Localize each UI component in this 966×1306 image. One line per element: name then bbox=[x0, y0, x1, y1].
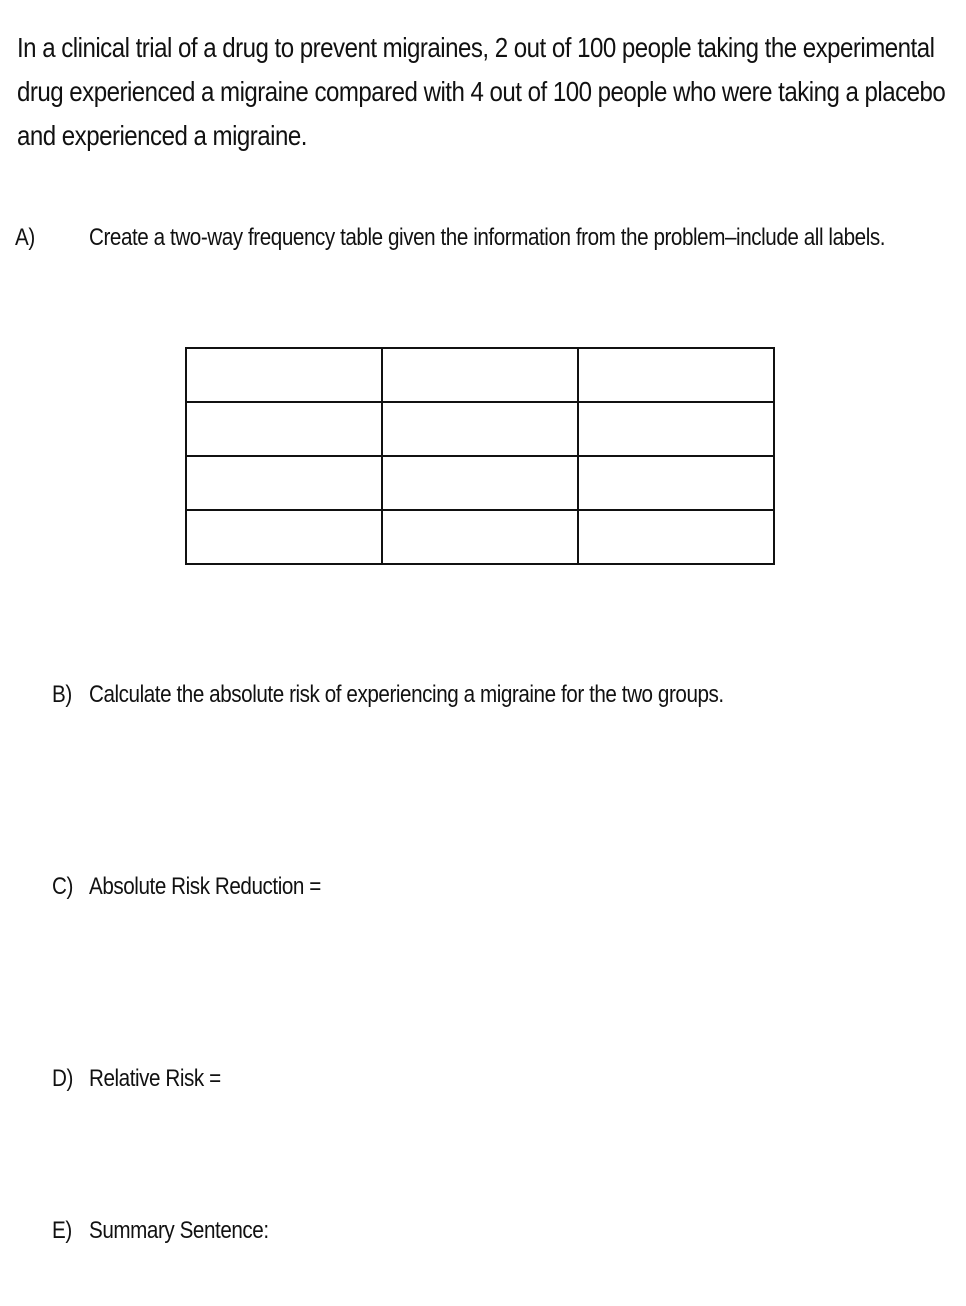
table-cell[interactable] bbox=[578, 402, 774, 456]
question-e bbox=[52, 1212, 654, 1249]
question-e-letter: E) bbox=[52, 1217, 72, 1244]
table-cell[interactable] bbox=[186, 510, 382, 564]
question-c-letter: C) bbox=[52, 873, 73, 900]
table-cell[interactable] bbox=[382, 510, 578, 564]
question-b-letter: B) bbox=[52, 681, 72, 708]
question-b-text: Calculate the absolute risk of experiencing a migraine for the two groups. bbox=[88, 681, 724, 708]
question-b bbox=[52, 676, 921, 713]
question-d bbox=[52, 1060, 654, 1097]
question-c bbox=[52, 868, 654, 905]
table-cell[interactable] bbox=[186, 348, 382, 402]
question-a bbox=[15, 219, 921, 256]
table-cell[interactable] bbox=[382, 456, 578, 510]
table-row bbox=[186, 510, 774, 564]
question-d-letter: D) bbox=[52, 1065, 73, 1092]
table-cell[interactable] bbox=[578, 456, 774, 510]
table-row bbox=[186, 402, 774, 456]
table-cell[interactable] bbox=[382, 348, 578, 402]
table-cell[interactable] bbox=[578, 348, 774, 402]
question-e-text: Summary Sentence: bbox=[88, 1217, 269, 1244]
table-cell[interactable] bbox=[382, 402, 578, 456]
problem-statement: In a clinical trial of a drug to prevent migraines, 2 out of 100 people taking the experimental drug experienced a migraine compared with 4 out of 100 people who were taking a placebo and experienced a migraine. bbox=[17, 32, 946, 151]
table-row bbox=[186, 456, 774, 510]
frequency-table bbox=[185, 347, 775, 565]
table-cell[interactable] bbox=[186, 456, 382, 510]
question-d-text: Relative Risk = bbox=[88, 1065, 221, 1092]
question-a-text: Create a two-way frequency table given the information from the problem–include all labels. bbox=[88, 224, 886, 251]
table-cell[interactable] bbox=[578, 510, 774, 564]
table-cell[interactable] bbox=[186, 402, 382, 456]
question-c-text: Absolute Risk Reduction = bbox=[88, 873, 321, 900]
table-row bbox=[186, 348, 774, 402]
question-a-letter: A) bbox=[15, 224, 35, 251]
